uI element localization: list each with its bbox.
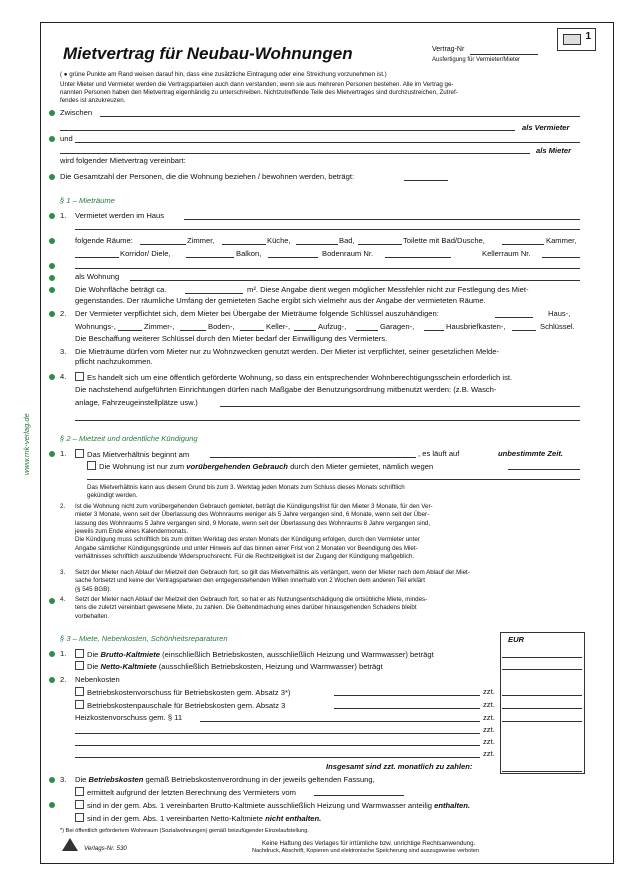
pauschale-amount-field[interactable] xyxy=(502,708,582,709)
als-wohnung-label: als Wohnung xyxy=(75,272,120,281)
intro-note: ( ● grüne Punkte am Rand weisen darauf hin, dass eine zusätzliche Eintragung oder eine Streichung vorzunehmen ist.) xyxy=(60,71,387,78)
zimmer-schluessel-label: Zimmer-, xyxy=(144,322,175,331)
schluessel-field[interactable] xyxy=(512,330,536,331)
pauschale-row xyxy=(75,700,285,710)
vorschuss-row xyxy=(75,687,290,697)
intro-line-3: fendes ist anzukreuzen. xyxy=(60,97,126,104)
kuendigungsfrist-line: verhältnisses schriftlich auszuübende Widerspruchsrecht. Für die Rechtzeitigkeit ist der Zugang der Kündigung maßgeblich. xyxy=(75,552,415,560)
vermieter-line-1[interactable] xyxy=(100,116,580,117)
brutto-amount-field[interactable] xyxy=(502,657,582,658)
voruebergehend-text-a: Die Wohnung ist nur zum xyxy=(99,462,185,471)
verlags-nr: Verlags-Nr. 530 xyxy=(84,845,127,852)
kueche-label: Küche, xyxy=(267,236,291,245)
marker-dot xyxy=(49,451,55,457)
marker-dot xyxy=(49,110,55,116)
ausfertigung-label: Ausfertigung für Vermieter/Mieter xyxy=(432,57,521,63)
eur-label: EUR xyxy=(508,635,525,644)
voruebergehend-grund-field-2[interactable] xyxy=(87,479,580,480)
und-label: und xyxy=(60,134,73,143)
zimmer-schluessel-field[interactable] xyxy=(118,330,142,331)
kuendigungsfrist-line: Ist die Wohnung nicht zum vorübergehenden Gebrauch gemietet, beträgt die Kündigungsfrist für den Mieter 3 Monate, für den Ver- xyxy=(75,503,433,510)
raeume-label: folgende Räume: xyxy=(75,236,133,245)
zzt-label: zzt. xyxy=(483,749,495,758)
insgesamt-amount-field[interactable] xyxy=(502,771,582,772)
item-number: 3. xyxy=(60,569,66,576)
brutto-die: Die xyxy=(87,650,99,659)
haus-schluessel-field[interactable] xyxy=(495,317,533,318)
vermietet-text: Vermietet werden im Haus xyxy=(75,211,165,220)
bad-label: Bad, xyxy=(339,236,355,245)
vorschuss-amount-field[interactable] xyxy=(502,695,582,696)
section-2-heading: § 2 – Mietzeit und ordentliche Kündigung xyxy=(60,434,198,443)
pauschale-checkbox[interactable] xyxy=(75,700,84,709)
heizkosten-amount-field[interactable] xyxy=(502,721,582,722)
marker-dot xyxy=(49,374,55,380)
kammer-field[interactable] xyxy=(502,244,544,245)
marker-dot xyxy=(49,677,55,683)
marker-dot xyxy=(49,238,55,244)
schluessel-text-2: Die Beschaffung weiterer Schlüssel durch den Mieter bedarf der Einwilligung des Vermieters. xyxy=(75,334,388,343)
haus-field[interactable] xyxy=(184,219,580,220)
nicht-enthalten-row xyxy=(75,813,321,823)
voruebergehend-checkbox[interactable] xyxy=(87,461,96,470)
beginn-row xyxy=(75,449,189,459)
item-number: 2. xyxy=(60,675,67,684)
nutzungsentschaedigung-line: tens die zuletzt vereinbart gewesene Miete, zu zahlen. Die Geltendmachung eines darüber hinausgehenden Schadens bleibt xyxy=(75,604,417,612)
voruebergehend-row xyxy=(87,461,433,471)
kellerraum-label: Kellerraum Nr. xyxy=(482,249,531,258)
schluessel-label: Schlüssel. xyxy=(540,322,575,331)
item-number: 2. xyxy=(60,503,66,510)
weitere-raeume-line[interactable] xyxy=(75,268,580,269)
zzt-label: zzt. xyxy=(483,725,495,734)
heizkosten-text: Heizkostenvorschuss gem. § 11 xyxy=(75,713,183,722)
heizkosten-leader xyxy=(200,721,480,722)
intro-line-2: nannten Personen haben den Mietvertrag eigenhändig zu unterschreiben. Nichtzutreffende Teile des Mietvertrages sind durchzustreichen, Zutref- xyxy=(60,89,458,96)
item-number: 3. xyxy=(60,347,67,356)
kuendigungsfrist-line: Die Kündigung muss schriftlich bis zum dritten Werktag des ersten Monats der Kündigung erfolgen, durch den Vermieter unter xyxy=(75,536,420,544)
vertrag-nr-field[interactable] xyxy=(470,54,538,55)
haus-schluessel-label: Haus-, xyxy=(548,309,571,318)
foerderung-text: Es handelt sich um eine öffentlich geförderte Wohnung, so dass ein entsprechender Wohnberechtigungsschein erforderlich ist. xyxy=(87,373,513,382)
garagen-schluessel-label: Garagen-, xyxy=(380,322,415,331)
brutto-row xyxy=(75,649,434,659)
item-number: 4. xyxy=(60,372,67,381)
kuendigungsfrist-line: lassung des Wohnraums 5 Jahre vergangen sind, 9 Monate, wenn seit der Überlassung des Wohnraums 8 Jahre vergangen sind, xyxy=(75,519,431,527)
betriebskosten-text: gemäß Betriebskostenverordnung in der jeweils geltenden Fassung, xyxy=(145,775,375,784)
bodenraum-nr-field[interactable] xyxy=(385,257,451,258)
wohnflaeche-field[interactable] xyxy=(185,293,243,294)
vertrag-nr-label: Vertrag-Nr xyxy=(432,46,465,53)
marker-dot xyxy=(49,802,55,808)
berechnung-date-field[interactable] xyxy=(314,795,404,796)
wohnung-field[interactable] xyxy=(130,280,580,281)
extra-line-1[interactable] xyxy=(75,733,480,734)
zzt-label: zzt. xyxy=(483,687,495,696)
kellerraum-nr-field[interactable] xyxy=(542,257,580,258)
netto-amount-field[interactable] xyxy=(502,669,582,670)
kuendigung-text: Das Mietverhältnis kann aus diesem Grund bis zum 3. Werktag jeden Monats zum Schluss dieses Monats schriftlich xyxy=(87,484,405,491)
ermittelt-text: ermittelt aufgrund der letzten Berechnung des Vermieters vom xyxy=(87,788,296,797)
einrichtungen-text-2: anlage, Fahrzeugeinstellplätze usw.) xyxy=(75,398,198,407)
aufzug-schluessel-field[interactable] xyxy=(294,330,316,331)
mieter-line-1[interactable] xyxy=(75,142,580,143)
vorschuss-checkbox[interactable] xyxy=(75,687,84,696)
ermittelt-row xyxy=(75,787,296,797)
zzt-label: zzt. xyxy=(483,713,495,722)
brutto-label: Brutto-Kaltmiete xyxy=(100,650,161,659)
zimmer-field[interactable] xyxy=(140,244,186,245)
vereinbart-text: wird folgender Mietvertrag vereinbart: xyxy=(60,156,186,165)
schluessel-text: Der Vermieter verpflichtet sich, dem Mieter bei Übergabe der Mieträume folgende Schlüssel auszuhändigen: xyxy=(75,309,439,318)
hausbrief-schluessel-label: Hausbriefkasten-, xyxy=(446,322,506,331)
als-vermieter-label: als Vermieter xyxy=(522,123,570,132)
netto-label: Netto-Kaltmiete xyxy=(100,662,157,671)
beginn-text: Das Mietverhältnis beginnt am xyxy=(87,450,190,459)
ermittelt-checkbox[interactable] xyxy=(75,787,84,796)
item-number: 4. xyxy=(60,596,66,603)
voruebergehend-grund-field[interactable] xyxy=(508,469,580,470)
keller-schluessel-field[interactable] xyxy=(240,330,264,331)
personen-field[interactable] xyxy=(404,180,448,181)
item-number: 1. xyxy=(60,449,67,458)
marker-dot xyxy=(49,213,55,219)
wohnflaeche-label: Die Wohnfläche beträgt ca. xyxy=(75,285,167,294)
nutzungsentschaedigung-line: vorbehalten. xyxy=(75,612,110,620)
kuendigungsfrist-line: jeweils zum Ende eines Kalendermonats. xyxy=(75,527,189,535)
foerderung-row xyxy=(75,372,512,382)
haus-field-2[interactable] xyxy=(75,229,580,230)
enthalten-checkbox[interactable] xyxy=(75,800,84,809)
marker-dot xyxy=(49,136,55,142)
wohnzweck-text-2: pflicht nachzukommen. xyxy=(75,357,153,366)
marker-dot xyxy=(49,311,55,317)
voruebergehend-label: vorübergehenden Gebrauch xyxy=(186,462,288,471)
garagen-schluessel-field[interactable] xyxy=(356,330,378,331)
bad-field[interactable] xyxy=(296,244,338,245)
nebenkosten-label: Nebenkosten xyxy=(75,675,120,684)
haftung-text: Keine Haftung des Verlages für irrtümliche bzw. unrichtige Rechtsanwendung. xyxy=(262,840,476,847)
netto-die: Die xyxy=(87,662,99,671)
publisher-url: www.rnk-verlag.de xyxy=(22,413,31,475)
page-number: 1 xyxy=(585,31,591,42)
bodenraum-label: Bodenraum Nr. xyxy=(322,249,374,258)
toilette-field[interactable] xyxy=(358,244,402,245)
unbestimmte-zeit-label: unbestimmte Zeit. xyxy=(498,449,563,458)
wohnflaeche-text: m². Diese Angabe dient wegen möglicher Messfehler nicht zur Festlegung des Miet- xyxy=(247,285,529,294)
page-number-box xyxy=(557,28,596,51)
pauschale-text: Betriebskostenpauschale für Betriebskosten gem. Absatz 3 xyxy=(87,701,286,710)
extra-line-3[interactable] xyxy=(75,757,480,758)
keller-schluessel-label: Keller-, xyxy=(266,322,291,331)
zzt-label: zzt. xyxy=(483,737,495,746)
marker-dot xyxy=(49,651,55,657)
page-title: Mietvertrag für Neubau-Wohnungen xyxy=(63,44,353,63)
insgesamt-label: Insgesamt sind zzt. monatlich zu zahlen: xyxy=(326,762,473,771)
bk-die: Die xyxy=(75,775,87,784)
section-3-heading: § 3 – Miete, Nebenkosten, Schönheitsreparaturen xyxy=(60,634,228,643)
form-icon xyxy=(563,34,581,45)
item-number: 1. xyxy=(60,211,67,220)
bodenraum-field[interactable] xyxy=(268,257,318,258)
verlaengerung-line: Setzt der Mieter nach Ablauf der Mietzeit den Gebrauch fort, so gilt das Mietverhältnis als verlängert, wenn der Mieter nach dem Ablauf der Miet- xyxy=(75,569,470,576)
korridor-label: Korridor/ Diele, xyxy=(120,249,171,258)
aufzug-schluessel-label: Aufzug-, xyxy=(318,322,347,331)
hausbrief-schluessel-field[interactable] xyxy=(424,330,444,331)
zimmer-label: Zimmer, xyxy=(187,236,215,245)
zwischen-label: Zwischen xyxy=(60,108,93,117)
mieter-line-2[interactable] xyxy=(60,153,530,154)
intro-line-1: Unter Mieter und Vermieter werden die Vertragsparteien auch dann verstanden, wenn sie aus mehreren Personen bestehen. Alle im Vertrag ge- xyxy=(60,81,454,88)
marker-dot xyxy=(49,263,55,269)
vermieter-line-2[interactable] xyxy=(60,130,515,131)
laeuft-text: , es läuft auf xyxy=(418,449,460,458)
boden-schluessel-field[interactable] xyxy=(180,330,206,331)
wohnungs-label: Wohnungs-, xyxy=(75,322,116,331)
section-1-heading: § 1 – Mieträume xyxy=(60,196,115,205)
beginn-date-field[interactable] xyxy=(210,457,416,458)
enthalten-text: sind in der gem. Abs. 1 vereinbarten Brutto-Kaltmiete ausschließlich Heizung und Warmwasser anteilig xyxy=(87,801,432,810)
toilette-label: Toilette mit Bad/Dusche, xyxy=(403,236,485,245)
gesamtzahl-text: Die Gesamtzahl der Personen, die die Wohnung beziehen / bewohnen werden, beträgt: xyxy=(60,172,355,181)
kuendigung-text-2: gekündigt werden. xyxy=(87,492,138,499)
pauschale-leader xyxy=(334,708,480,709)
eur-column xyxy=(500,632,585,774)
zzt-label: zzt. xyxy=(483,700,495,709)
verlaengerung-line: (§ 545 BGB). xyxy=(75,585,112,593)
item-number: 3. xyxy=(60,775,67,784)
nicht-enthalten-text: sind in der gem. Abs. 1 vereinbarten Netto-Kaltmiete xyxy=(87,814,264,823)
verlaengerung-line: sache fortsetzt und keine der Vertragsparteien den entgegenstehenden Willen innerhalb von 2 Wochen dem anderen Teil erklärt xyxy=(75,577,425,585)
nachdruck-text: Nachdruck, Abschrift, Kopieren und elektronische Speicherung sind auszugsweise verboten xyxy=(252,848,479,854)
marker-dot xyxy=(49,174,55,180)
kuendigungsfrist-line: Angabe sämtlicher Kündigungsgründe und unter Hinweis auf das binnen einer Frist von 2 Monaten vor Beendigung des Miet- xyxy=(75,544,418,552)
item-number: 1. xyxy=(60,649,67,658)
balkon-field[interactable] xyxy=(186,257,234,258)
brutto-checkbox[interactable] xyxy=(75,649,84,658)
netto-row xyxy=(75,661,383,671)
boden-schluessel-label: Boden-, xyxy=(208,322,235,331)
vorschuss-text: Betriebskostenvorschuss für Betriebskosten gem. Absatz 3*) xyxy=(87,688,291,697)
korridor-field[interactable] xyxy=(75,257,119,258)
netto-text: (ausschließlich Betriebskosten, Heizung und Warmwasser) beträgt xyxy=(158,662,383,671)
vorschuss-leader xyxy=(334,695,480,696)
item-number: 2. xyxy=(60,309,67,318)
kammer-label: Kammer, xyxy=(546,236,577,245)
voruebergehend-text-c: durch den Mieter gemietet, nämlich wegen xyxy=(290,462,434,471)
footnote: *) Bei öffentlich gefördertem Wohnraum (Sozialwohnungen) gemäß beizufügender Einzelaufstellung. xyxy=(60,828,309,834)
wohnflaeche-text-2: gegenstandes. Der räumliche Umfang der gemieteten Sache ergibt sich vielmehr aus der Angabe der vermieteten Räume. xyxy=(75,296,486,305)
netto-checkbox[interactable] xyxy=(75,661,84,670)
foerderung-checkbox[interactable] xyxy=(75,372,84,381)
nicht-enthalten-checkbox[interactable] xyxy=(75,813,84,822)
marker-dot xyxy=(49,598,55,604)
publisher-logo-icon xyxy=(62,838,78,851)
marker-dot xyxy=(49,275,55,281)
marker-dot xyxy=(49,777,55,783)
nicht-enthalten-label: nicht enthalten. xyxy=(265,814,322,823)
extra-line-2[interactable] xyxy=(75,745,480,746)
einrichtungen-field[interactable] xyxy=(220,406,580,407)
enthalten-row xyxy=(75,800,470,810)
betriebskosten-row xyxy=(75,775,375,784)
einrichtungen-text: Die nachstehend aufgeführten Einrichtungen dürfen nach Maßgabe der Benutzungsordnung mitbenutzt werden: (z.B. Wasch- xyxy=(75,385,497,394)
enthalten-label: enthalten. xyxy=(434,801,470,810)
betriebskosten-label: Betriebskosten xyxy=(88,775,144,784)
unbestimmt-checkbox[interactable] xyxy=(75,449,84,458)
kuendigungsfrist-line: mieter 3 Monate, wenn seit der Überlassung des Wohnraums weniger als 5 Jahre vergangen sind, 6 Monate, wenn seit der Über- xyxy=(75,511,430,519)
als-mieter-label: als Mieter xyxy=(536,146,572,155)
balkon-label: Balkon, xyxy=(236,249,262,258)
brutto-text: (einschließlich Betriebskosten, ausschließlich Heizung und Warmwasser) beträgt xyxy=(162,650,434,659)
einrichtungen-field-2[interactable] xyxy=(75,420,580,421)
wohnzweck-text: Die Mieträume dürfen vom Mieter nur zu Wohnzwecken genutzt werden. Der Mieter ist verpflichtet, seiner gesetzlichen Melde- xyxy=(75,347,500,356)
marker-dot xyxy=(49,287,55,293)
nutzungsentschaedigung-line: Setzt der Mieter nach Ablauf der Mietzeit den Gebrauch fort, so hat er als Nutzungsentschädigung die ortsübliche Miete, mindes- xyxy=(75,596,428,603)
kueche-field[interactable] xyxy=(222,244,266,245)
